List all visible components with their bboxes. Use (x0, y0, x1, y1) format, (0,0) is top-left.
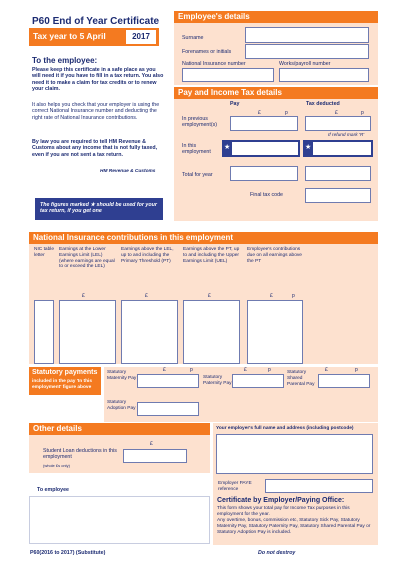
student-loan-pound: £ (150, 441, 153, 447)
previous-employment-label: In previous employment(s) (182, 116, 218, 129)
pay-column-label: Pay (230, 101, 240, 107)
this-tax-field[interactable] (303, 140, 373, 157)
tax-column-label: Tax deducted (306, 101, 340, 107)
employer-address-label: Your employer's full name and address (including postcode) (216, 426, 354, 431)
whole-pounds-note: (whole £s only) (43, 463, 70, 468)
works-number-field[interactable] (279, 68, 369, 82)
employer-address-field[interactable] (216, 434, 373, 474)
smp-pence: p (190, 367, 193, 373)
ni-col-uel: Earnings above the PT, up to and including the Upper Earnings Limit (UEL) (183, 247, 240, 264)
figures-note: The figures marked ★ should be used for your tax return, if you get one (40, 202, 157, 215)
total-tax-field[interactable] (305, 166, 371, 181)
works-number-label: Works/payroll number (279, 61, 331, 67)
this-employment-label: In this employment (182, 143, 211, 156)
ni-number-label: National Insurance number (182, 61, 246, 67)
total-year-label: Total for year (182, 172, 213, 178)
forenames-label: Forenames or initials (182, 49, 232, 55)
paye-ref-field[interactable] (265, 479, 373, 493)
spp-pence: p (268, 367, 271, 373)
shpp-label: Statutory Shared Parental Pay (287, 370, 315, 387)
intro-bold-text: Please keep this certificate in a safe place as you will need it if you have to fill in a tax return. You also need it to make a claim for tax credits or to renew your claim. (32, 67, 164, 93)
ni-contrib-field[interactable] (247, 300, 303, 364)
pay-pound: £ (258, 110, 261, 116)
do-not-destroy: Do not destroy (258, 550, 296, 556)
ni-letter-field[interactable] (34, 300, 54, 364)
statutory-subtext: included in the pay 'In this employment' figure above (32, 379, 93, 390)
ni-col-contrib: Employee's contributions due on all earnings above the PT (247, 247, 302, 264)
spp-pound: £ (244, 367, 247, 373)
previous-pay-field[interactable] (230, 116, 298, 131)
star-icon: ★ (305, 144, 312, 151)
surname-field[interactable] (245, 27, 369, 43)
smp-label: Statutory Maternity Pay (107, 370, 137, 381)
form-title: P60 End of Year Certificate (32, 16, 160, 27)
pt-pound: £ (145, 293, 148, 299)
statutory-heading: Statutory payments (32, 369, 98, 376)
intro-law-text: By law you are required to tell HM Revenue & Customs about any income that is not fully taxed, even if you are not sent a tax return. (32, 139, 158, 158)
ni-lel-field[interactable] (59, 300, 116, 364)
total-pay-field[interactable] (230, 166, 298, 181)
spp-label: Statutory Paternity Pay (203, 375, 232, 386)
ni-heading: National Insurance contributions in this employment (29, 232, 378, 244)
tax-year-label: Tax year to 5 April (33, 31, 106, 41)
ni-col-pt: Earnings above the LEL, up to and including the Primary Threshold (PT) (121, 247, 174, 264)
uel-pound: £ (208, 293, 211, 299)
contrib-pence: p (292, 293, 295, 299)
previous-tax-field[interactable] (305, 116, 371, 131)
ni-col-lel: Earnings at the Lower Earnings Limit (LEL) (where earnings are equal to or exceed the LEL) (59, 247, 115, 270)
tax-pound: £ (335, 110, 338, 116)
final-tax-code-label: Final tax code (250, 192, 283, 198)
other-details-heading: Other details (29, 423, 210, 435)
forenames-field[interactable] (245, 44, 369, 59)
this-pay-field[interactable] (222, 140, 300, 157)
paye-ref-label: Employer PAYE reference (218, 481, 252, 492)
shpp-pound: £ (325, 367, 328, 373)
shpp-pence: p (355, 367, 358, 373)
certificate-heading: Certificate by Employer/Paying Office: (217, 497, 345, 504)
ni-number-field[interactable] (182, 68, 274, 82)
lel-pound: £ (82, 293, 85, 299)
contrib-pound: £ (270, 293, 273, 299)
final-tax-code-field[interactable] (305, 188, 371, 203)
spp-field[interactable] (232, 374, 284, 388)
smp-field[interactable] (137, 374, 199, 388)
student-loan-label: Student Loan deductions in this employment (43, 448, 117, 461)
sap-label: Statutory Adoption Pay (107, 400, 136, 411)
ni-col-letter: NIC table letter (34, 247, 54, 258)
surname-label: Surname (182, 35, 204, 41)
form-code: P60(2016 to 2017) (Substitute) (30, 550, 106, 556)
certificate-text-1: This form shows your total pay for Income Tax purposes in this employment for the year. (217, 506, 350, 517)
sap-field[interactable] (137, 402, 199, 416)
pay-tax-heading: Pay and Income Tax details (174, 87, 378, 99)
ni-pt-field[interactable] (121, 300, 178, 364)
student-loan-field[interactable] (123, 449, 187, 463)
refund-note: If refund mark 'R' (328, 133, 365, 138)
tax-year-field[interactable]: 2017 (126, 30, 156, 44)
pay-pence: p (285, 110, 288, 116)
employee-details-heading: Employee's details (174, 11, 378, 23)
ni-uel-field[interactable] (183, 300, 240, 364)
star-icon: ★ (224, 144, 231, 151)
to-employee-label: To employee (37, 487, 69, 493)
tax-pence: p (361, 110, 364, 116)
hmrc-signature: HM Revenue & Customs (100, 169, 156, 174)
intro-check-text: It also helps you check that your employer is using the correct National Insurance number and deducting the right rate of National Insurance contributions. (32, 102, 160, 121)
shpp-field[interactable] (318, 374, 370, 388)
certificate-text-2: Any overtime, bonus, commission etc, Statutory Sick Pay, Statutory Maternity Pay, Statutory Paternity Pay, Statutory Shared Parental Pay or Statutory Adoption Pay is included. (217, 518, 371, 535)
smp-pound: £ (163, 367, 166, 373)
to-employee-heading: To the employee: (32, 56, 98, 65)
to-employee-field[interactable] (29, 496, 210, 544)
